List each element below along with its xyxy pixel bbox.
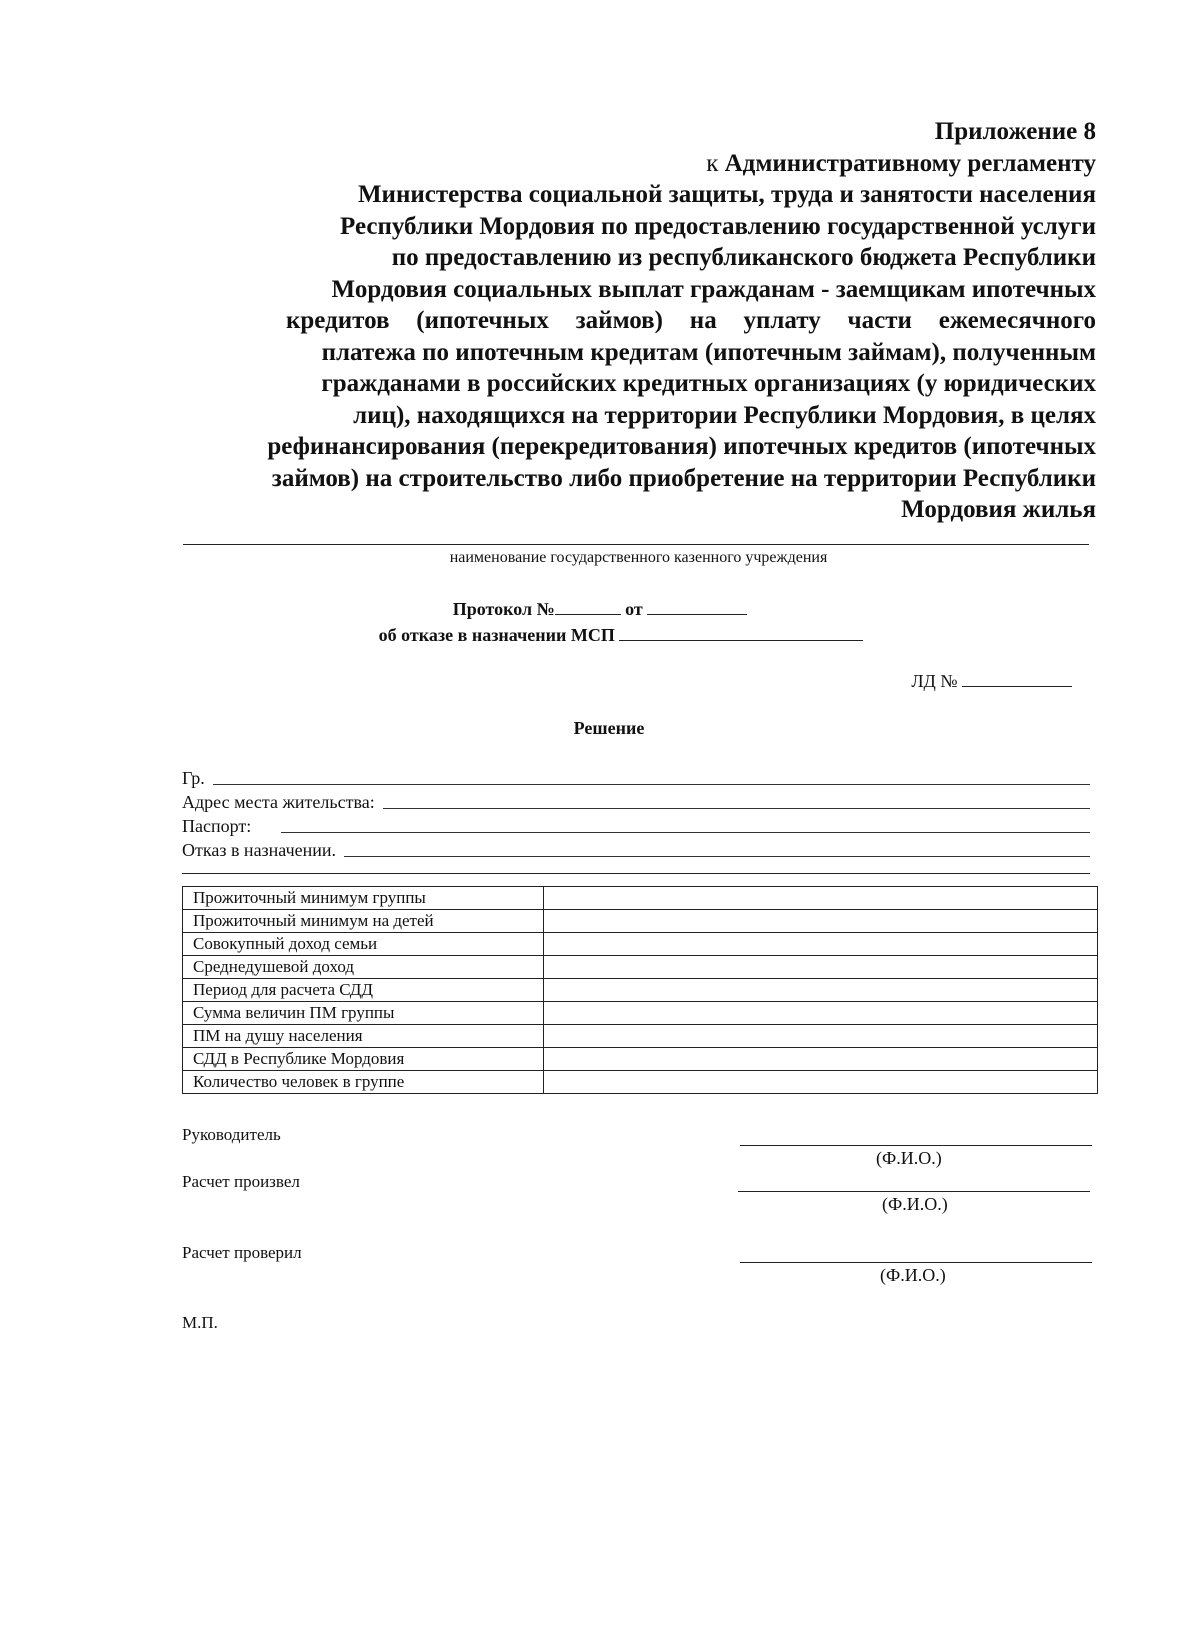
institution-name-caption: наименование государственного казенного учреждения <box>449 549 828 566</box>
personal-file-number <box>911 668 1072 692</box>
table-row <box>183 1025 1098 1048</box>
table-row-label: Количество человек в группе <box>183 1071 544 1094</box>
appendix-to-prefix: к <box>706 149 719 177</box>
table-row <box>183 1071 1098 1094</box>
table-top-rule <box>182 873 1090 874</box>
appendix-line: Республики Мордовия по предоставлению государственной услуги <box>340 212 1096 240</box>
table-row-label: Прожиточный минимум группы <box>183 887 544 910</box>
table-row <box>183 956 1098 979</box>
table-row <box>183 910 1098 933</box>
refusal-input-line[interactable] <box>344 856 1090 857</box>
appendix-line: Мордовия жилья <box>901 496 1096 523</box>
passport-label: Паспорт: <box>182 816 252 836</box>
table-row <box>183 1048 1098 1071</box>
protocol-number-blank[interactable] <box>555 596 621 615</box>
checked-by-fio-caption: (Ф.И.О.) <box>880 1265 946 1285</box>
head-fio-caption: (Ф.И.О.) <box>876 1148 942 1168</box>
decision-title: Решение <box>573 718 645 738</box>
calculation-table <box>182 886 1098 1094</box>
table-row-value[interactable] <box>544 1071 1098 1094</box>
calc-by-signature-label: Расчет произвел <box>182 1172 300 1191</box>
table-row-label: Среднедушевой доход <box>183 956 544 979</box>
appendix-line: гражданами в российских кредитных организациях (у юридических <box>321 370 1096 397</box>
stamp-place-label: М.П. <box>182 1313 218 1332</box>
protocol-from-label: от <box>625 599 643 619</box>
checked-by-signature-line[interactable] <box>740 1262 1092 1263</box>
table-row <box>183 887 1098 910</box>
personal-file-blank[interactable] <box>962 668 1072 687</box>
address-input-line[interactable] <box>383 808 1090 809</box>
appendix-line: лиц), находящихся на территории Республики Мордовия, в целях <box>353 401 1096 429</box>
protocol-number-label: Протокол № <box>452 599 555 619</box>
table-row <box>183 979 1098 1002</box>
table-row-label: ПМ на душу населения <box>183 1025 544 1048</box>
passport-field <box>182 813 1090 837</box>
address-field <box>182 789 1090 813</box>
table-row <box>183 1002 1098 1025</box>
appendix-header <box>196 116 1096 526</box>
table-row <box>183 933 1098 956</box>
citizen-field <box>182 765 1090 789</box>
protocol-header <box>0 596 1200 648</box>
table-row-value[interactable] <box>544 933 1098 956</box>
table-row-value[interactable] <box>544 1048 1098 1071</box>
protocol-date-blank[interactable] <box>647 596 747 615</box>
refusal-field <box>182 837 1090 861</box>
appendix-number: Приложение 8 <box>934 118 1096 145</box>
applicant-fields <box>182 765 1090 861</box>
table-row-label: Период для расчета СДД <box>183 979 544 1002</box>
table-row-label: Сумма величин ПМ группы <box>183 1002 544 1025</box>
refusal-label: Отказ в назначении. <box>182 840 337 860</box>
protocol-refusal-row <box>42 622 1200 648</box>
table-row-value[interactable] <box>544 956 1098 979</box>
table-row-label: Прожиточный минимум на детей <box>183 910 544 933</box>
table-row-label: СДД в Республике Мордовия <box>183 1048 544 1071</box>
appendix-line: кредитов (ипотечных займов) на уплату части ежемесячного <box>286 307 1096 334</box>
protocol-refusal-blank[interactable] <box>619 622 863 641</box>
table-row-value[interactable] <box>544 1025 1098 1048</box>
institution-name-line <box>183 544 1089 545</box>
protocol-refusal-label: об отказе в назначении МСП <box>378 625 615 645</box>
appendix-to-rest: Административному регламенту <box>724 149 1096 177</box>
appendix-line: рефинансирования (перекредитования) ипотечных кредитов (ипотечных <box>267 433 1096 460</box>
appendix-line: Министерства социальной защиты, труда и занятости населения <box>357 181 1096 208</box>
personal-file-label: ЛД № <box>911 671 958 691</box>
appendix-to <box>196 148 1096 180</box>
appendix-line: по предоставлению из республиканского бюджета Республики <box>391 244 1096 271</box>
address-label: Адрес места жительства: <box>182 792 375 812</box>
calc-by-fio-caption: (Ф.И.О.) <box>882 1194 948 1214</box>
protocol-number-row <box>0 596 1200 622</box>
table-row-value[interactable] <box>544 887 1098 910</box>
calc-by-signature-line[interactable] <box>738 1191 1090 1192</box>
citizen-input-line[interactable] <box>213 784 1090 785</box>
appendix-line: Мордовия социальных выплат гражданам - заемщикам ипотечных <box>331 275 1096 303</box>
head-signature-label: Руководитель <box>182 1125 281 1144</box>
passport-input-line[interactable] <box>281 832 1090 833</box>
table-row-value[interactable] <box>544 1002 1098 1025</box>
appendix-line: платежа по ипотечным кредитам (ипотечным займам), полученным <box>321 338 1096 366</box>
checked-by-signature-label: Расчет проверил <box>182 1243 302 1262</box>
table-row-value[interactable] <box>544 979 1098 1002</box>
table-row-label: Совокупный доход семьи <box>183 933 544 956</box>
appendix-line: займов) на строительство либо приобретение на территории Республики <box>271 464 1096 492</box>
head-signature-line[interactable] <box>740 1145 1092 1146</box>
citizen-label: Гр. <box>182 768 205 788</box>
table-row-value[interactable] <box>544 910 1098 933</box>
